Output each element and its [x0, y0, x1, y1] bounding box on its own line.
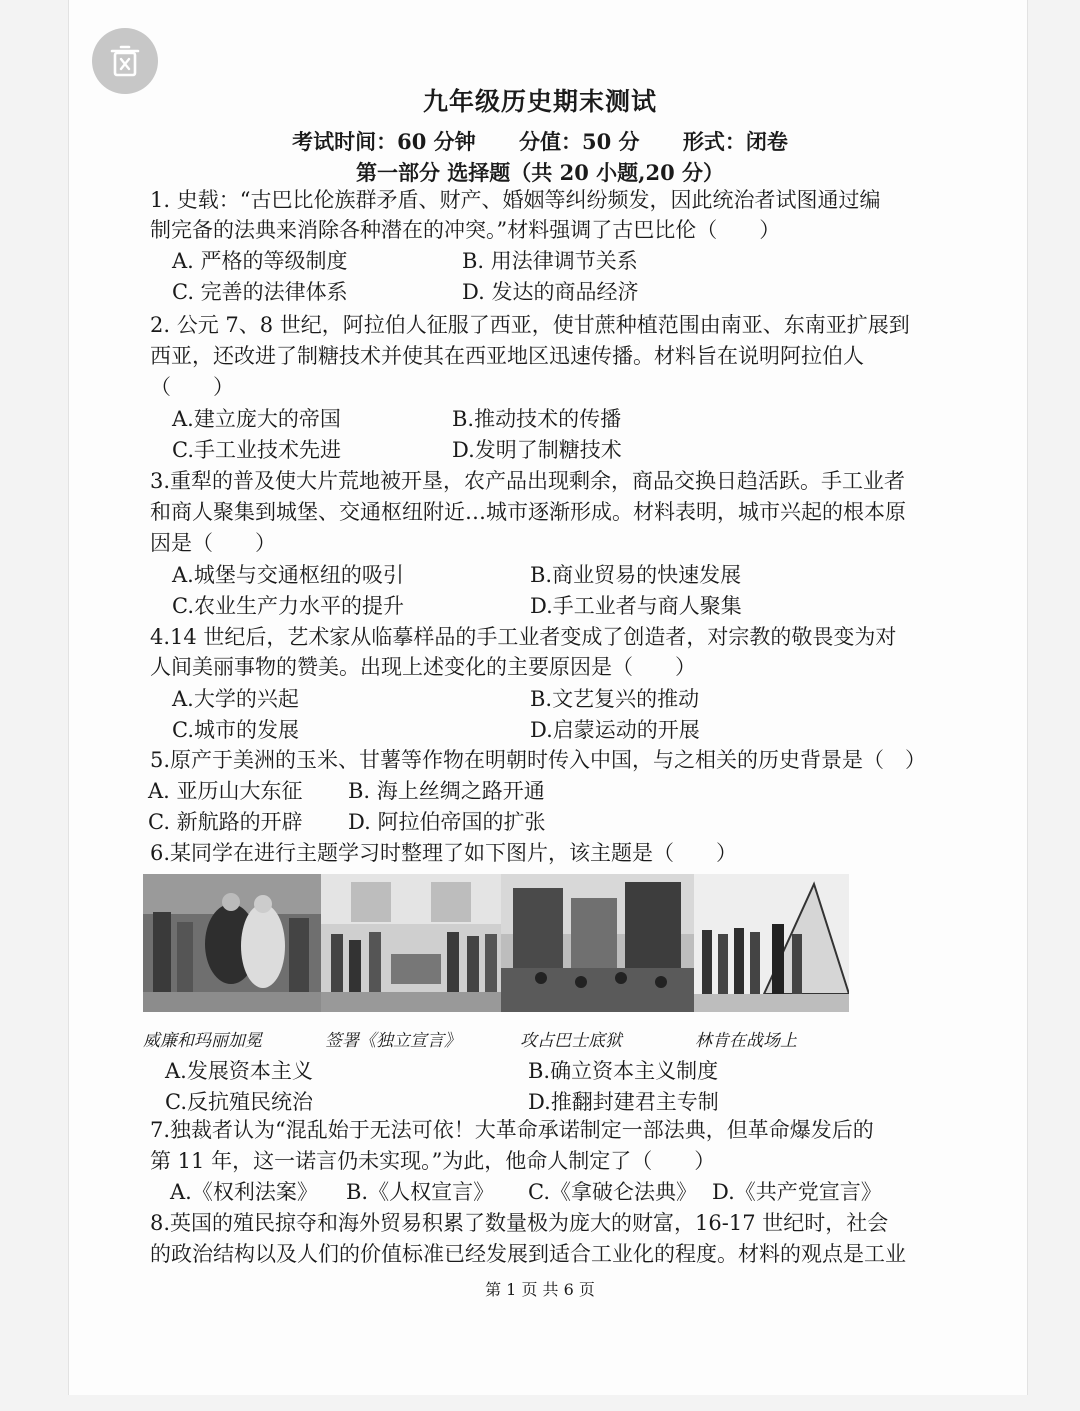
q4-option-b: B.文艺复兴的推动 — [530, 687, 700, 711]
caption-2: 签署《独立宣言》 — [325, 1031, 461, 1051]
caption-1: 威廉和玛丽加冕 — [143, 1031, 262, 1051]
q2-option-d: D.发明了制糖技术 — [452, 438, 622, 462]
q2-option-a: A.建立庞大的帝国 — [172, 407, 341, 431]
q7-option-c: C.《拿破仑法典》 — [528, 1180, 697, 1204]
exam-time: 考试时间：60 分钟 — [292, 129, 476, 154]
q4-option-d: D.启蒙运动的开展 — [530, 718, 700, 742]
q3-option-b: B.商业贸易的快速发展 — [530, 563, 742, 587]
question-3-line-3: 因是（ ） — [150, 531, 276, 555]
image-independence — [321, 874, 501, 1012]
q3-option-a: A.城堡与交通枢纽的吸引 — [172, 563, 404, 587]
caption-4: 林肯在战场上 — [695, 1031, 797, 1051]
q2-option-b: B.推动技术的传播 — [452, 407, 622, 431]
question-3-line-2: 和商人聚集到城堡、交通枢纽附近…城市逐渐形成。材料表明，城市兴起的根本原 — [150, 500, 906, 524]
exam-title: 九年级历史期末测试 — [422, 87, 657, 116]
question-8-line-1: 8.英国的殖民掠夺和海外贸易积累了数量极为庞大的财富，16-17 世纪时，社会 — [150, 1211, 889, 1235]
q5-option-a: A. 亚历山大东征 — [148, 779, 303, 803]
image-bastille — [501, 874, 694, 1012]
question-2-line-1: 2. 公元 7、8 世纪，阿拉伯人征服了西亚，使甘蔗种植范围由南亚、东南亚扩展到 — [150, 313, 910, 337]
q6-option-b: B.确立资本主义制度 — [528, 1059, 719, 1083]
q7-option-a: A.《权利法案》 — [170, 1180, 318, 1204]
question-1-line-2: 制完备的法典来消除各种潜在的冲突。”材料强调了古巴比伦（ ） — [150, 218, 781, 242]
question-7-line-1: 7.独裁者认为“混乱始于无法可依！大革命承诺制定一部法典，但革命爆发后的 — [150, 1118, 874, 1142]
question-6-images — [143, 874, 849, 1012]
question-8-line-2: 的政治结构以及人们的价值标准已经发展到适合工业化的程度。材料的观点是工业 — [150, 1242, 906, 1266]
q7-option-d: D.《共产党宣言》 — [712, 1180, 882, 1204]
question-5-line-1: 5.原产于美洲的玉米、甘薯等作物在明朝时传入中国，与之相关的历史背景是（ ） — [150, 748, 927, 772]
q4-option-a: A.大学的兴起 — [172, 687, 299, 711]
q1-option-c: C. 完善的法律体系 — [172, 280, 348, 304]
question-6-line-1: 6.某同学在进行主题学习时整理了如下图片，该主题是（ ） — [150, 841, 738, 865]
question-1-line-1: 1. 史载：“古巴比伦族群矛盾、财产、婚姻等纠纷频发，因此统治者试图通过编 — [150, 188, 881, 212]
exam-info — [0, 126, 1080, 156]
q6-option-d: D.推翻封建君主专制 — [528, 1090, 719, 1114]
section-heading: 第一部分 选择题（共 20 小题,20 分） — [355, 160, 724, 185]
exam-format: 形式：闭卷 — [682, 129, 788, 154]
question-2-line-3: （ ） — [150, 375, 234, 399]
exam-score: 分值：50 分 — [519, 129, 640, 154]
question-4-line-2: 人间美丽事物的赞美。出现上述变化的主要原因是（ ） — [150, 655, 696, 679]
question-2-line-2: 西亚，还改进了制糖技术并使其在西亚地区迅速传播。材料旨在说明阿拉伯人 — [150, 344, 864, 368]
q6-option-a: A.发展资本主义 — [165, 1059, 313, 1083]
q7-option-b: B.《人权宣言》 — [346, 1180, 495, 1204]
q1-option-a: A. 严格的等级制度 — [172, 249, 348, 273]
question-4-line-1: 4.14 世纪后，艺术家从临摹样品的手工业者变成了创造者，对宗教的敬畏变为对 — [150, 625, 897, 649]
q5-option-c: C. 新航路的开辟 — [148, 810, 303, 834]
image-lincoln — [694, 874, 849, 1012]
q4-option-c: C.城市的发展 — [172, 718, 299, 742]
q3-option-c: C.农业生产力水平的提升 — [172, 594, 404, 618]
q6-option-c: C.反抗殖民统治 — [165, 1090, 313, 1114]
question-3-line-1: 3.重犁的普及使大片荒地被开垦，农产品出现剩余，商品交换日趋活跃。手工业者 — [150, 469, 906, 493]
q1-option-d: D. 发达的商品经济 — [462, 280, 639, 304]
q5-option-b: B. 海上丝绸之路开通 — [348, 779, 545, 803]
image-coronation — [143, 874, 321, 1012]
q1-option-b: B. 用法律调节关系 — [462, 249, 638, 273]
page-footer: 第 1 页 共 6 页 — [485, 1280, 595, 1299]
q3-option-d: D.手工业者与商人聚集 — [530, 594, 742, 618]
q2-option-c: C.手工业技术先进 — [172, 438, 341, 462]
caption-3: 攻占巴士底狱 — [520, 1031, 622, 1051]
trash-icon — [110, 45, 140, 77]
question-7-line-2: 第 11 年，这一诺言仍未实现。”为此，他命人制定了（ ） — [150, 1149, 716, 1173]
q5-option-d: D. 阿拉伯帝国的扩张 — [348, 810, 546, 834]
